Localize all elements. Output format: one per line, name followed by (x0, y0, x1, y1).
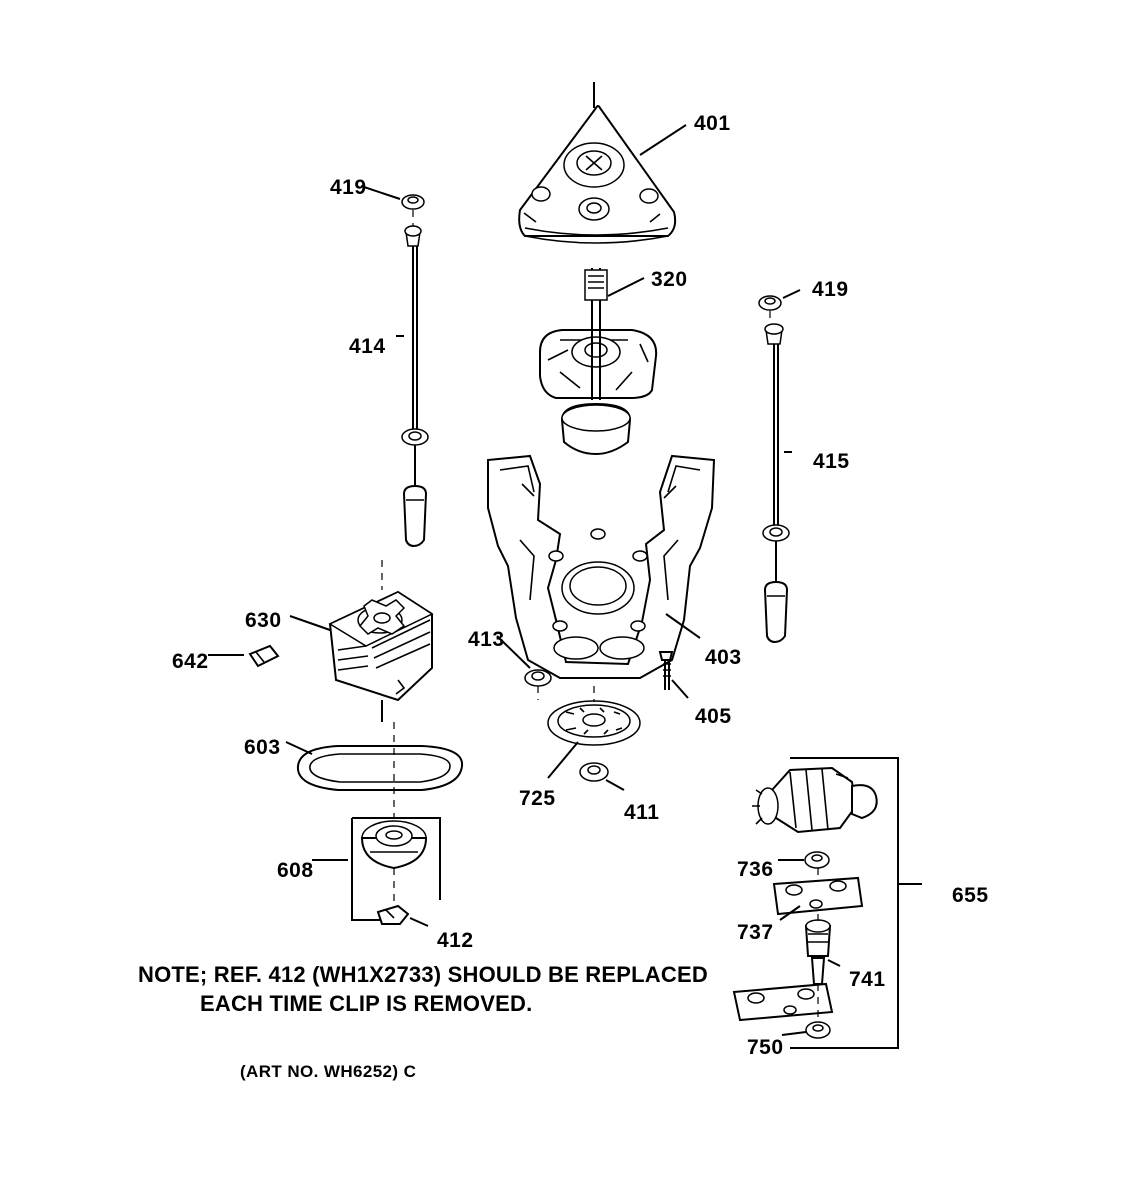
assembly-axis-guides (382, 210, 770, 590)
callout-737: 737 (737, 921, 774, 944)
part-320-drive-shaft (540, 268, 656, 454)
callout-750: 750 (747, 1036, 784, 1059)
callout-405: 405 (695, 705, 732, 728)
callout-320: 320 (651, 268, 688, 291)
callout-608: 608 (277, 859, 314, 882)
callout-736: 736 (737, 858, 774, 881)
callout-419-left: 419 (330, 176, 367, 199)
callout-642: 642 (172, 650, 209, 673)
part-401-transmission-cover (519, 82, 686, 243)
callout-401: 401 (694, 112, 731, 135)
callout-419-right: 419 (812, 278, 849, 301)
callout-725: 725 (519, 787, 556, 810)
part-630-drive-motor (290, 592, 432, 722)
callout-741: 741 (849, 968, 886, 991)
part-736-nut (778, 852, 829, 868)
part-pump-motor (752, 768, 877, 832)
part-403-suspension-brace (488, 456, 714, 678)
art-number: (ART NO. WH6252) C (240, 1062, 417, 1081)
callout-630: 630 (245, 609, 282, 632)
callout-414: 414 (349, 335, 386, 358)
part-642-motor-clip (208, 646, 278, 666)
part-415-suspension-rod-right (759, 290, 800, 642)
callout-403: 403 (705, 646, 742, 669)
callout-603: 603 (244, 736, 281, 759)
part-414-suspension-rod-left (361, 186, 428, 546)
callout-411: 411 (624, 801, 660, 824)
callout-412: 412 (437, 929, 474, 952)
part-412-retaining-clip (378, 906, 428, 926)
part-603-drive-belt (286, 742, 462, 790)
part-741-coupler (806, 920, 840, 984)
callout-415: 415 (813, 450, 850, 473)
note-line-2: EACH TIME CLIP IS REMOVED. (200, 991, 533, 1016)
callout-413: 413 (468, 628, 505, 651)
part-737-mount-plate (774, 878, 862, 920)
part-405-bolt (660, 652, 688, 698)
note-line-1: NOTE; REF. 412 (WH1X2733) SHOULD BE REPLACED (138, 962, 708, 987)
callout-655: 655 (952, 884, 989, 907)
